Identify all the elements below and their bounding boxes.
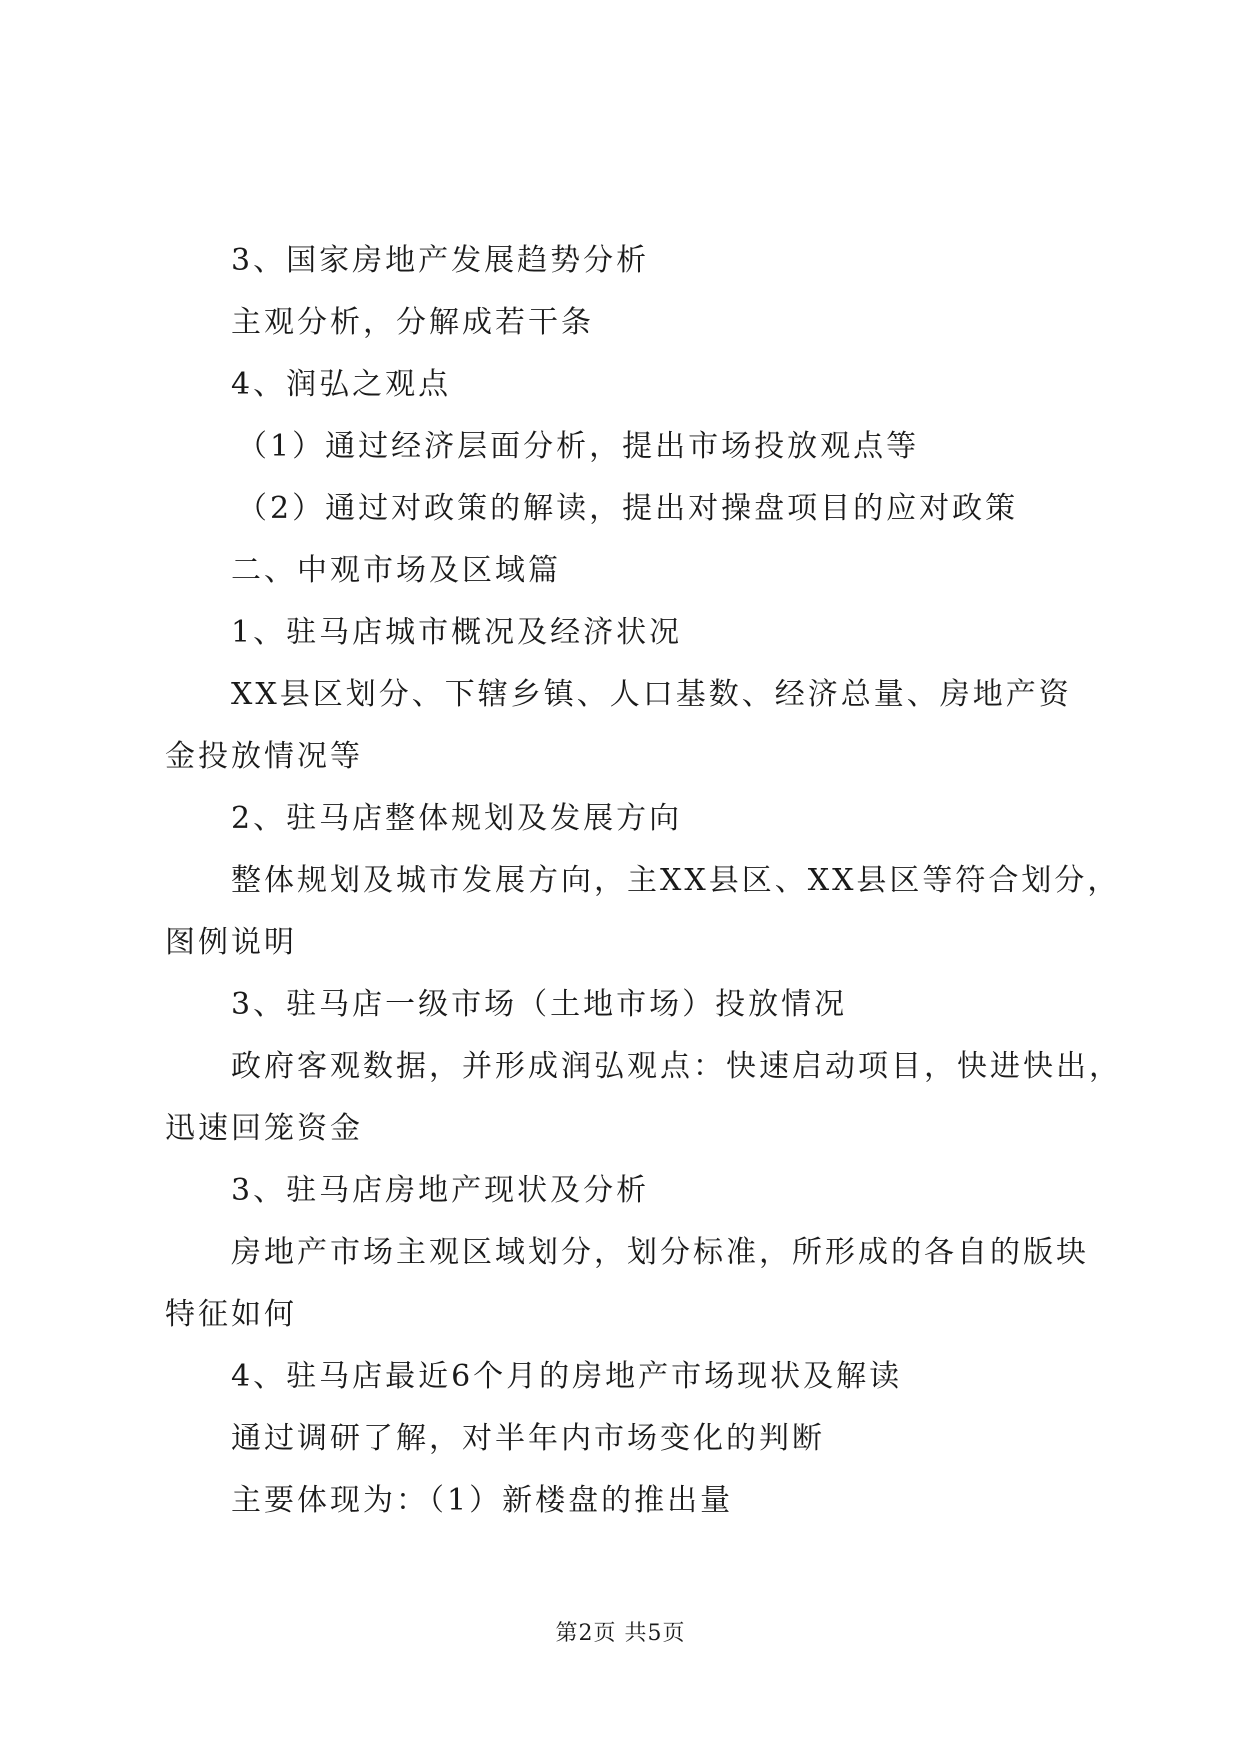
paragraph-line: 整体规划及城市发展方向，主XX县区、XX县区等符合划分， <box>231 863 1121 898</box>
paragraph-line: 通过调研了解，对半年内市场变化的判断 <box>231 1421 825 1456</box>
section-heading: 1、驻马店城市概况及经济状况 <box>231 615 683 650</box>
paragraph-line: 主要体现为：（1）新楼盘的推出量 <box>231 1483 734 1518</box>
paragraph-line: 主观分析，分解成若干条 <box>231 305 594 340</box>
section-heading: 2、驻马店整体规划及发展方向 <box>231 801 683 836</box>
list-item: （1）通过经济层面分析，提出市场投放观点等 <box>237 429 920 464</box>
section-heading: 4、驻马店最近6个月的房地产市场现状及解读 <box>231 1359 903 1394</box>
list-item: （2）通过对政策的解读，提出对操盘项目的应对政策 <box>237 491 1019 526</box>
paragraph-line-continued: 金投放情况等 <box>165 739 363 774</box>
document-body <box>165 230 1122 1532</box>
section-heading: 3、驻马店一级市场（土地市场）投放情况 <box>231 987 848 1022</box>
page-number-footer: 第2页 共5页 <box>555 1621 686 1646</box>
section-heading: 4、润弘之观点 <box>231 367 452 402</box>
paragraph-line: XX县区划分、下辖乡镇、人口基数、经济总量、房地产资 <box>231 677 1072 712</box>
paragraph-line-continued: 图例说明 <box>165 925 297 960</box>
paragraph-line-continued: 特征如何 <box>165 1297 297 1332</box>
section-heading: 3、国家房地产发展趋势分析 <box>231 243 650 278</box>
paragraph-line: 房地产市场主观区域划分，划分标准，所形成的各自的版块 <box>231 1235 1089 1270</box>
section-heading: 3、驻马店房地产现状及分析 <box>231 1173 650 1208</box>
paragraph-line-continued: 迅速回笼资金 <box>165 1111 363 1146</box>
chapter-heading: 二、中观市场及区域篇 <box>231 553 561 588</box>
paragraph-line: 政府客观数据，并形成润弘观点：快速启动项目，快进快出， <box>231 1049 1122 1084</box>
